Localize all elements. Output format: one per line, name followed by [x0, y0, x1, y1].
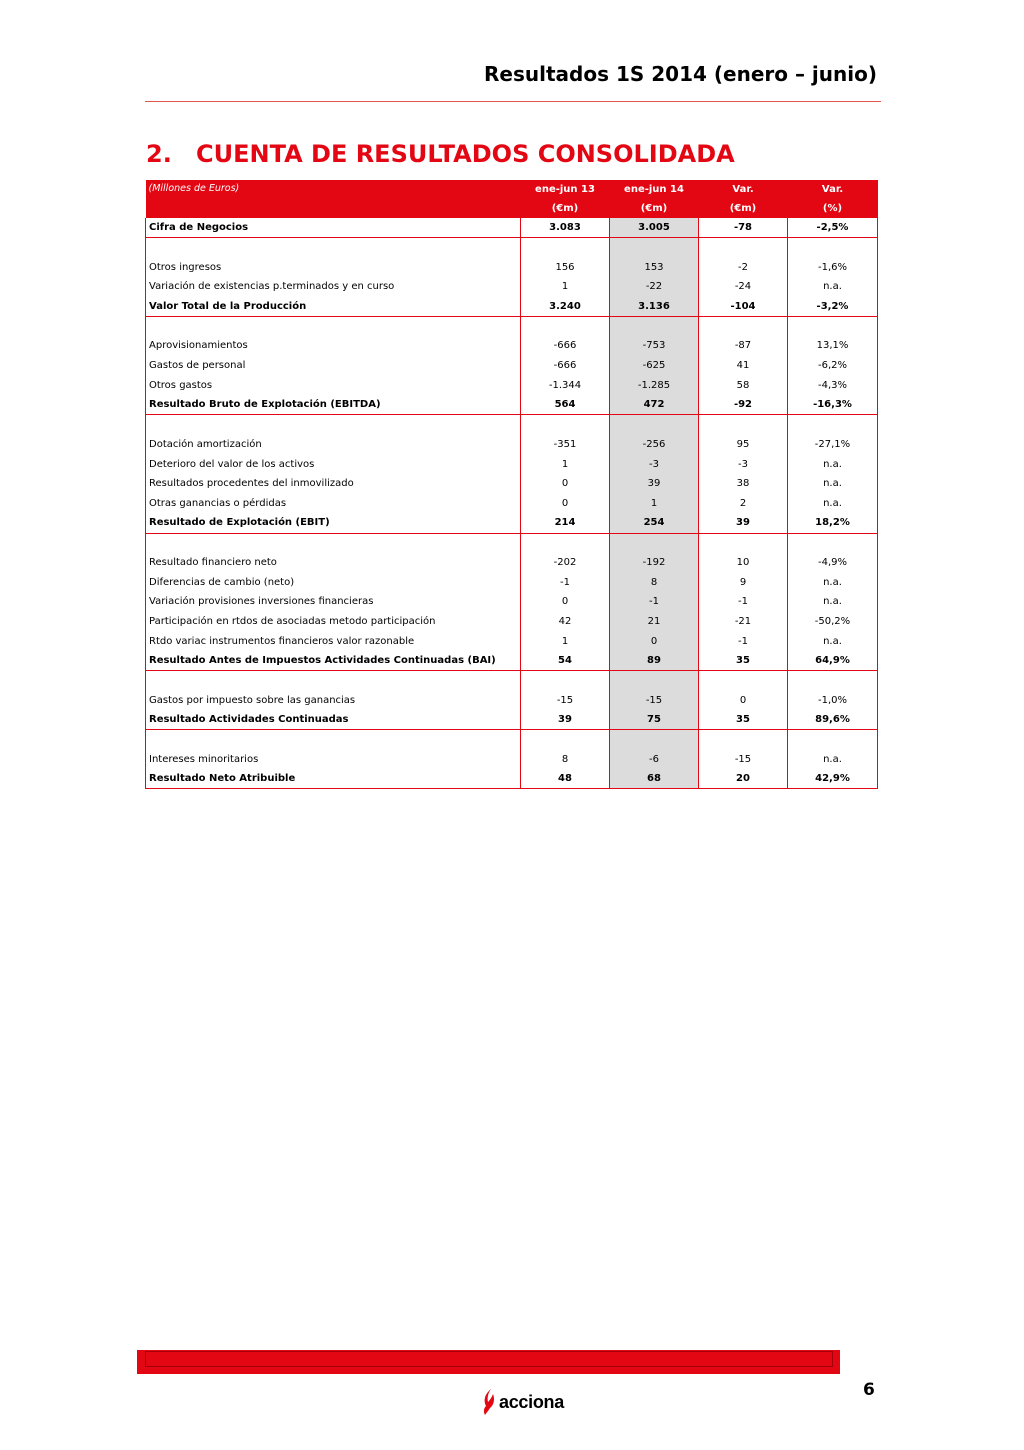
- cell-value: -1: [610, 592, 699, 612]
- cell-value: -351: [521, 435, 610, 455]
- table-row: [146, 750, 878, 770]
- cell-value: 21: [610, 612, 699, 632]
- row-label: Deterioro del valor de los activos: [146, 454, 521, 474]
- cell-value: n.a.: [788, 592, 878, 612]
- table-row: [146, 631, 878, 651]
- footer-bar: [137, 1350, 840, 1374]
- subtotal-row: [146, 769, 878, 789]
- cell-value: n.a.: [788, 474, 878, 494]
- table-row: [146, 553, 878, 573]
- unit-label: (Millones de Euros): [146, 180, 521, 218]
- subtotal-row: [146, 651, 878, 671]
- column-unit: (€m): [610, 199, 699, 218]
- cell-value: -104: [699, 297, 788, 317]
- column-header: Var.: [788, 180, 878, 199]
- cell-value: 0: [521, 494, 610, 514]
- cell-value: -192: [610, 553, 699, 573]
- section-title-text: CUENTA DE RESULTADOS CONSOLIDADA: [196, 140, 735, 168]
- cell-value: 54: [521, 651, 610, 671]
- row-label: Diferencias de cambio (neto): [146, 572, 521, 592]
- acciona-leaf-icon: [481, 1388, 497, 1416]
- table-row: [146, 356, 878, 376]
- cell-value: 156: [521, 257, 610, 277]
- cell-value: -1,0%: [788, 691, 878, 711]
- cell-value: 89,6%: [788, 710, 878, 730]
- cell-value: 9: [699, 572, 788, 592]
- cell-value: 64,9%: [788, 651, 878, 671]
- cell-value: -15: [521, 691, 610, 711]
- row-label: Resultado Antes de Impuestos Actividades Continuadas (BAI): [146, 651, 521, 671]
- cell-value: 8: [610, 572, 699, 592]
- cell-value: -4,3%: [788, 376, 878, 396]
- cell-value: -1: [699, 592, 788, 612]
- row-label: Otras ganancias o pérdidas: [146, 494, 521, 514]
- cell-value: 48: [521, 769, 610, 789]
- cell-value: -15: [699, 750, 788, 770]
- cell-value: 564: [521, 395, 610, 415]
- subtotal-row: [146, 513, 878, 533]
- table-row: [146, 257, 878, 277]
- row-label: Intereses minoritarios: [146, 750, 521, 770]
- table-row: [146, 376, 878, 396]
- cell-value: -15: [610, 691, 699, 711]
- cell-value: -2: [699, 257, 788, 277]
- cell-value: 75: [610, 710, 699, 730]
- cell-value: -625: [610, 356, 699, 376]
- cell-value: -87: [699, 336, 788, 356]
- cell-value: -3: [610, 454, 699, 474]
- cell-value: 1: [521, 631, 610, 651]
- row-label: Variación provisiones inversiones financieras: [146, 592, 521, 612]
- cell-value: 42: [521, 612, 610, 632]
- cell-value: -3: [699, 454, 788, 474]
- cell-value: 3.240: [521, 297, 610, 317]
- cell-value: n.a.: [788, 750, 878, 770]
- row-label: Otros ingresos: [146, 257, 521, 277]
- cell-value: 95: [699, 435, 788, 455]
- table-row: [146, 435, 878, 455]
- cell-value: -6,2%: [788, 356, 878, 376]
- spacer-row: [146, 415, 878, 435]
- column-header: ene-jun 13: [521, 180, 610, 199]
- section-title: [146, 140, 735, 168]
- acciona-logo: [481, 1388, 564, 1416]
- income-statement-table: [145, 180, 878, 789]
- table-row: [146, 474, 878, 494]
- row-label: Resultado Bruto de Explotación (EBITDA): [146, 395, 521, 415]
- cell-value: 89: [610, 651, 699, 671]
- cell-value: -21: [699, 612, 788, 632]
- cell-value: -1: [699, 631, 788, 651]
- cell-value: 20: [699, 769, 788, 789]
- cell-value: 1: [521, 277, 610, 297]
- row-label: Rtdo variac instrumentos financieros valor razonable: [146, 631, 521, 651]
- cell-value: 39: [699, 513, 788, 533]
- cell-value: 42,9%: [788, 769, 878, 789]
- cell-value: 0: [521, 474, 610, 494]
- page-number: 6: [863, 1380, 875, 1400]
- cell-value: -202: [521, 553, 610, 573]
- row-label: Cifra de Negocios: [146, 218, 521, 238]
- cell-value: -1: [521, 572, 610, 592]
- row-label: Resultado Actividades Continuadas: [146, 710, 521, 730]
- cell-value: 3.136: [610, 297, 699, 317]
- cell-value: 35: [699, 651, 788, 671]
- cell-value: 13,1%: [788, 336, 878, 356]
- row-label: Resultados procedentes del inmovilizado: [146, 474, 521, 494]
- column-unit: (€m): [521, 199, 610, 218]
- row-label: Resultado Neto Atribuible: [146, 769, 521, 789]
- row-label: Variación de existencias p.terminados y en curso: [146, 277, 521, 297]
- row-label: Gastos por impuesto sobre las ganancias: [146, 691, 521, 711]
- cell-value: 39: [610, 474, 699, 494]
- cell-value: 38: [699, 474, 788, 494]
- table-row: [146, 454, 878, 474]
- cell-value: -1,6%: [788, 257, 878, 277]
- cell-value: 1: [610, 494, 699, 514]
- cell-value: 2: [699, 494, 788, 514]
- subtotal-row: [146, 395, 878, 415]
- section-number: 2.: [146, 140, 172, 168]
- column-header: Var.: [699, 180, 788, 199]
- table-row: [146, 494, 878, 514]
- cell-value: 254: [610, 513, 699, 533]
- row-label: Gastos de personal: [146, 356, 521, 376]
- cell-value: -3,2%: [788, 297, 878, 317]
- subtotal-row: [146, 297, 878, 317]
- cell-value: n.a.: [788, 277, 878, 297]
- table-row: [146, 691, 878, 711]
- column-header: ene-jun 14: [610, 180, 699, 199]
- cell-value: n.a.: [788, 454, 878, 474]
- spacer-row: [146, 316, 878, 336]
- cell-value: -50,2%: [788, 612, 878, 632]
- cell-value: 8: [521, 750, 610, 770]
- column-unit: (€m): [699, 199, 788, 218]
- cell-value: -24: [699, 277, 788, 297]
- cell-value: -1.285: [610, 376, 699, 396]
- spacer-row: [146, 730, 878, 750]
- table-row: [146, 572, 878, 592]
- cell-value: -92: [699, 395, 788, 415]
- table-row: [146, 336, 878, 356]
- row-label: Aprovisionamientos: [146, 336, 521, 356]
- cell-value: 0: [521, 592, 610, 612]
- cell-value: 0: [610, 631, 699, 651]
- cell-value: -753: [610, 336, 699, 356]
- header-divider: [145, 101, 881, 102]
- row-label: Resultado financiero neto: [146, 553, 521, 573]
- cell-value: -16,3%: [788, 395, 878, 415]
- cell-value: -666: [521, 356, 610, 376]
- cell-value: 35: [699, 710, 788, 730]
- table-row: [146, 612, 878, 632]
- cell-value: -2,5%: [788, 218, 878, 238]
- row-label: Otros gastos: [146, 376, 521, 396]
- cell-value: 68: [610, 769, 699, 789]
- spacer-row: [146, 238, 878, 258]
- spacer-row: [146, 533, 878, 553]
- row-label: Resultado de Explotación (EBIT): [146, 513, 521, 533]
- cell-value: 10: [699, 553, 788, 573]
- cell-value: n.a.: [788, 631, 878, 651]
- cell-value: 58: [699, 376, 788, 396]
- table-row: [146, 592, 878, 612]
- cell-value: 41: [699, 356, 788, 376]
- subtotal-row: [146, 710, 878, 730]
- logo-wordmark: acciona: [499, 1391, 564, 1412]
- cell-value: 153: [610, 257, 699, 277]
- row-label: Valor Total de la Producción: [146, 297, 521, 317]
- subtotal-row: [146, 218, 878, 238]
- cell-value: 0: [699, 691, 788, 711]
- cell-value: -22: [610, 277, 699, 297]
- cell-value: -256: [610, 435, 699, 455]
- spacer-row: [146, 671, 878, 691]
- cell-value: -27,1%: [788, 435, 878, 455]
- document-header-title: Resultados 1S 2014 (enero – junio): [484, 62, 877, 86]
- table-row: [146, 277, 878, 297]
- cell-value: 1: [521, 454, 610, 474]
- row-label: Participación en rtdos de asociadas metodo participación: [146, 612, 521, 632]
- row-label: Dotación amortización: [146, 435, 521, 455]
- cell-value: 472: [610, 395, 699, 415]
- cell-value: -78: [699, 218, 788, 238]
- column-unit: (%): [788, 199, 878, 218]
- cell-value: 3.083: [521, 218, 610, 238]
- cell-value: -4,9%: [788, 553, 878, 573]
- cell-value: 39: [521, 710, 610, 730]
- cell-value: 18,2%: [788, 513, 878, 533]
- cell-value: 3.005: [610, 218, 699, 238]
- cell-value: -6: [610, 750, 699, 770]
- cell-value: -666: [521, 336, 610, 356]
- cell-value: n.a.: [788, 572, 878, 592]
- cell-value: -1.344: [521, 376, 610, 396]
- cell-value: 214: [521, 513, 610, 533]
- cell-value: n.a.: [788, 494, 878, 514]
